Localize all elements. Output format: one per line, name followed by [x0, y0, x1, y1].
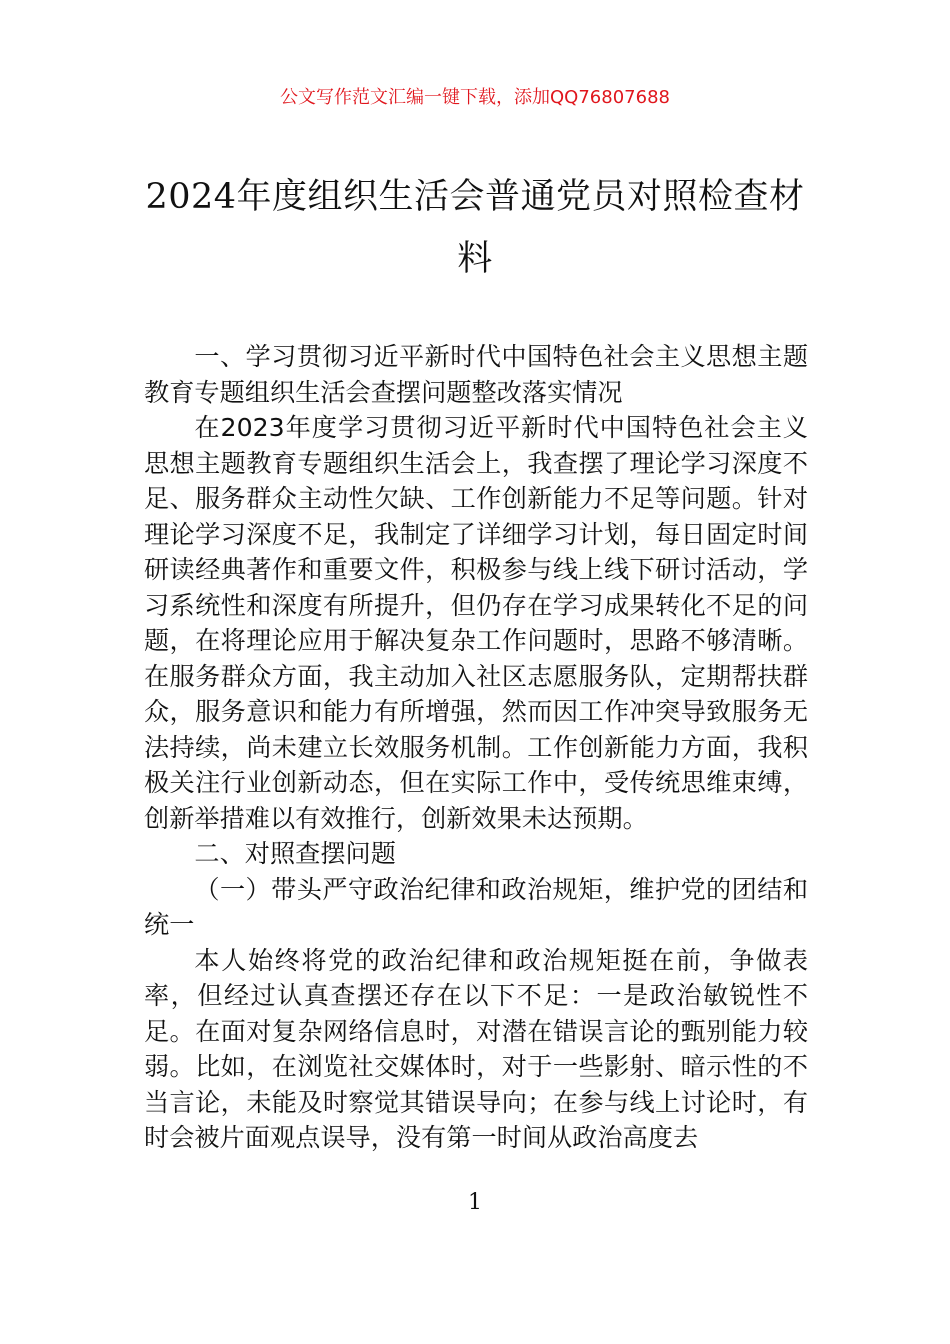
section-heading-1: 一、学习贯彻习近平新时代中国特色社会主义思想主题教育专题组织生活会查摆问题整改落实情况	[144, 342, 808, 407]
subsection-heading-1: （一）带头严守政治纪律和政治规矩，维护党的团结和统一	[144, 874, 808, 939]
page-number: 1	[468, 1190, 482, 1215]
body-paragraph: 在2023年度学习贯彻习近平新时代中国特色社会主义思想主题教育专题组织生活会上，我查摆了理论学习深度不足、服务群众主动性欠缺、工作创新能力不足等问题。针对理论学习深度不足，我制定了详细学习计划，每日固定时间研读经典著作和重要文件，积极参与线上线下研讨活动，学习系统性和深度有所提升，但仍存在学习成果转化不足的问题，在将理论应用于解决复杂工作问题时，思路不够清晰。在服务群众方面，我主动加入社区志愿服务队，定期帮扶群众，服务意识和能力有所增强，然而因工作冲突导致服务无法持续，尚未建立长效服务机制。工作创新能力方面，我积极关注行业创新动态，但在实际工作中，受传统思维束缚，创新举措难以有效推行，创新效果未达预期。	[144, 413, 808, 833]
document-title: 2024年度组织生活会普通党员对照检查材料	[145, 177, 805, 279]
download-watermark: 公文写作范文汇编一键下载，添加QQ76807688	[280, 87, 670, 108]
document-body	[144, 339, 808, 1156]
section-heading-2: 二、对照查摆问题	[194, 839, 396, 868]
body-paragraph: 本人始终将党的政治纪律和政治规矩挺在前，争做表率，但经过认真查摆还存在以下不足：一是政治敏锐性不足。在面对复杂网络信息时，对潜在错误言论的甄别能力较弱。比如，在浏览社交媒体时，对于一些影射、暗示性的不当言论，未能及时察觉其错误导向；在参与线上讨论时，有时会被片面观点误导，没有第一时间从政治高度去	[144, 945, 808, 1152]
